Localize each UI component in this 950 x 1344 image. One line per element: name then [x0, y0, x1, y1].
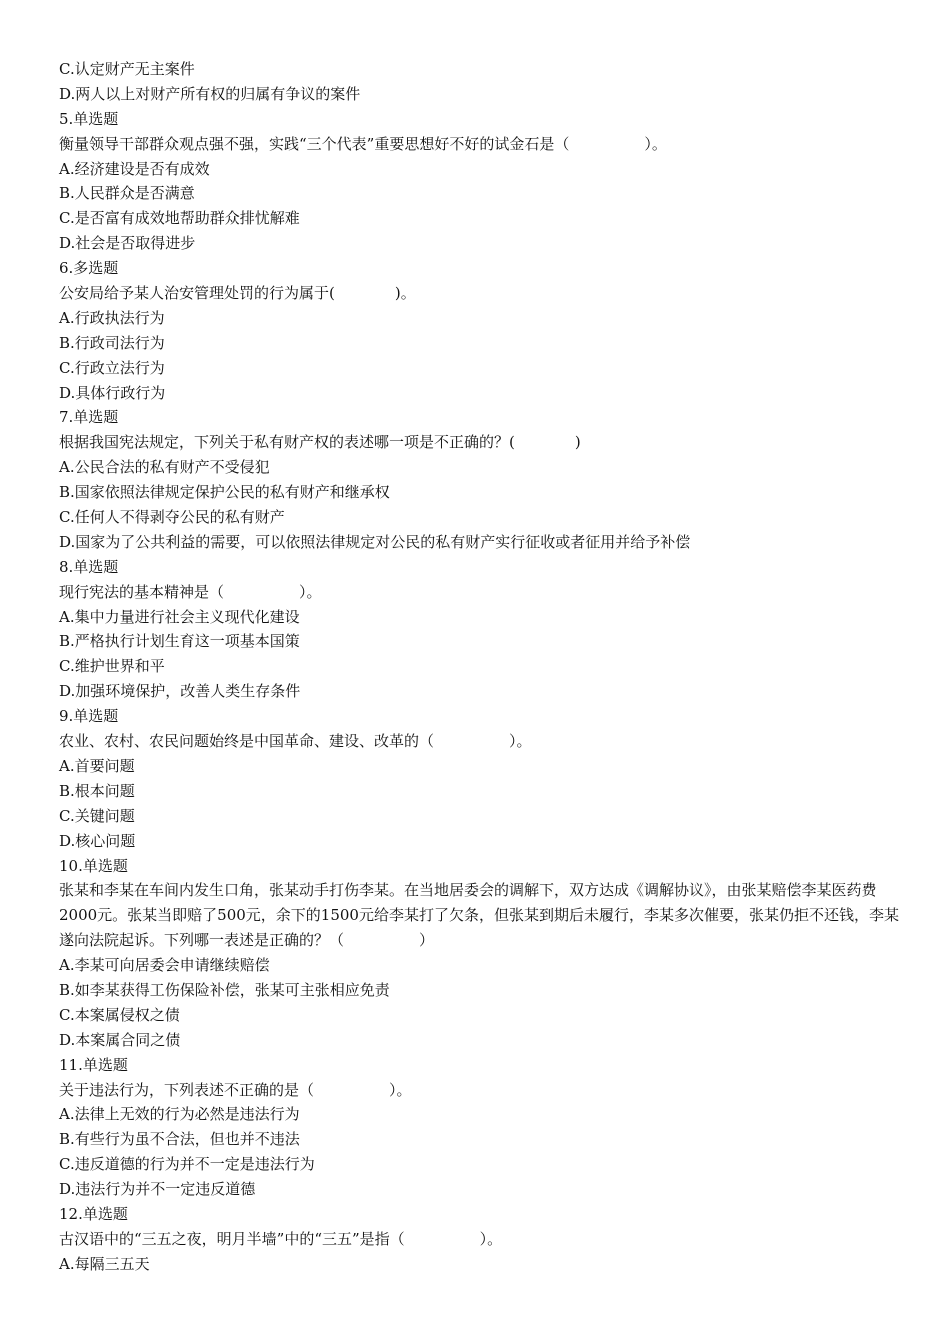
option-line: B.行政司法行为 — [59, 333, 165, 352]
option-line: A.集中力量进行社会主义现代化建设 — [59, 607, 300, 626]
question-header: 6.多选题 — [59, 259, 119, 278]
question-header: 11.单选题 — [59, 1055, 128, 1074]
option-line: D.国家为了公共利益的需要，可以依照法律规定对公民的私有财产实行征收或者征用并给予补偿 — [59, 532, 691, 551]
option-line: D.社会是否取得进步 — [59, 234, 196, 253]
option-line: A.公民合法的私有财产不受侵犯 — [59, 458, 270, 477]
option-line: D.具体行政行为 — [59, 383, 166, 402]
option-line: A.经济建设是否有成效 — [59, 159, 210, 178]
option-line: C.认定财产无主案件 — [59, 60, 195, 78]
option-line: C.关键问题 — [59, 806, 135, 825]
option-line: C.维护世界和平 — [59, 657, 165, 676]
question-text: 现行宪法的基本精神是（ ）。 — [59, 582, 322, 601]
option-line: B.有些行为虽不合法，但也并不违法 — [59, 1130, 300, 1149]
option-line: B.如李某获得工伤保险补偿，张某可主张相应免责 — [59, 981, 390, 999]
option-line: C.是否富有成效地帮助群众排忧解难 — [59, 209, 300, 228]
option-line: D.核心问题 — [59, 831, 136, 850]
option-line: A.法律上无效的行为必然是违法行为 — [59, 1105, 300, 1124]
option-line: A.首要问题 — [59, 756, 135, 775]
question-text: 关于违法行为，下列表述不正确的是（ ）。 — [59, 1080, 412, 1099]
option-line: A.行政执法行为 — [59, 308, 165, 327]
option-line: B.人民群众是否满意 — [59, 184, 195, 203]
question-header: 8.单选题 — [59, 557, 119, 576]
question-header: 10.单选题 — [59, 856, 128, 875]
question-header: 5.单选题 — [59, 109, 119, 128]
option-line: B.严格执行计划生育这一项基本国策 — [59, 632, 300, 651]
option-line: C.任何人不得剥夺公民的私有财产 — [59, 508, 285, 527]
option-line: A.每隔三五天 — [59, 1254, 150, 1273]
option-line: B.根本问题 — [59, 781, 135, 800]
option-line: B.国家依照法律规定保护公民的私有财产和继承权 — [59, 483, 390, 502]
option-line: A.李某可向居委会申请继续赔偿 — [59, 956, 270, 975]
question-text: 衡量领导干部群众观点强不强，实践“三个代表”重要思想好不好的试金石是（ ）。 — [59, 134, 667, 153]
question-text: 农业、农村、农民问题始终是中国革命、建设、改革的（ ）。 — [59, 732, 532, 751]
question-header: 9.单选题 — [59, 707, 119, 726]
option-line: C.行政立法行为 — [59, 358, 165, 377]
question-text: 张某和李某在车间内发生口角，张某动手打伤李某。在当地居委会的调解下，双方达成《调解协议》，由张某赔偿李某医药费2000元。张某当即赔了500元，余下的1500元给李某打了欠条，但张某到期后未履行，李某多次催要，张某仍拒不还钱，李某遂向法院起诉。下列哪一表述是正确的？（ ） — [59, 881, 899, 950]
option-line: C.违反道德的行为并不一定是违法行为 — [59, 1155, 315, 1174]
option-line: C.本案属侵权之债 — [59, 1005, 180, 1024]
option-line: D.加强环境保护，改善人类生存条件 — [59, 682, 301, 701]
question-text: 古汉语中的“三五之夜，明月半墙”中的“三五”是指（ ）。 — [59, 1229, 503, 1248]
question-header: 12.单选题 — [59, 1205, 128, 1224]
question-text: 公安局给予某人治安管理处罚的行为属于( )。 — [59, 284, 416, 303]
question-text: 根据我国宪法规定，下列关于私有财产权的表述哪一项是不正确的？( ) — [59, 433, 581, 452]
option-line: D.违法行为并不一定违反道德 — [59, 1180, 256, 1199]
option-line: D.两人以上对财产所有权的归属有争议的案件 — [59, 84, 361, 103]
question-header: 7.单选题 — [59, 408, 119, 427]
option-line: D.本案属合同之债 — [59, 1030, 181, 1049]
document-page — [59, 57, 899, 1277]
